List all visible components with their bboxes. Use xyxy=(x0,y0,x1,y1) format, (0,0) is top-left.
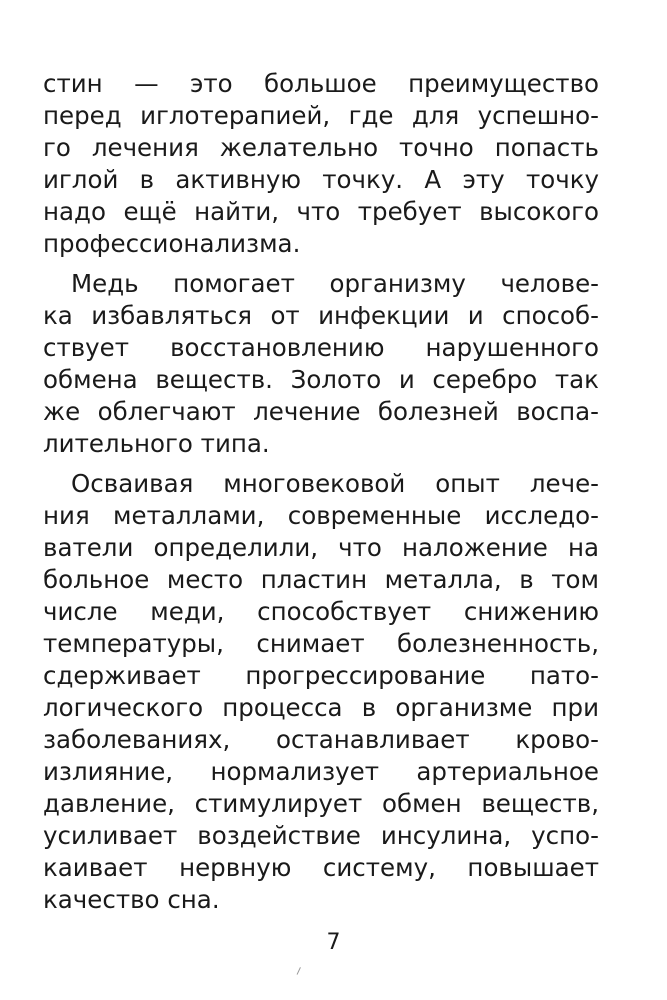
text-line: го лечения желательно точно попасть xyxy=(43,133,599,162)
text-line: усиливает воздействие инсулина, успо- xyxy=(43,821,599,850)
text-line: Осваивая многовековой опыт лече- xyxy=(71,469,599,498)
text-line: перед иглотерапией, где для успешно- xyxy=(43,101,599,130)
text-line: ствует восстановлению нарушенного xyxy=(43,333,599,362)
text-line: больное место пластин металла, в том xyxy=(43,565,599,594)
paragraph xyxy=(43,468,599,916)
text-line: температуры, снимает болезненность, xyxy=(43,629,599,658)
text-line: ка избавляться от инфекции и способ- xyxy=(43,301,599,330)
text-line: стин — это большое преимущество xyxy=(43,69,599,98)
text-line: Медь помогает организму челове- xyxy=(71,269,599,298)
text-line: каивает нервную систему, повышает xyxy=(43,853,599,882)
text-line: ния металлами, современные исследо- xyxy=(43,501,599,530)
text-line: надо ещё найти, что требует высокого xyxy=(43,197,599,226)
paragraph xyxy=(43,268,599,460)
text-line: излияние, нормализует артериальное xyxy=(43,757,599,786)
text-line: ватели определили, что наложение на xyxy=(43,533,599,562)
text-line: качество сна. xyxy=(43,885,220,914)
text-line: числе меди, способствует снижению xyxy=(43,597,599,626)
text-line: давление, стимулирует обмен веществ, xyxy=(43,789,599,818)
text-line: логического процесса в организме при xyxy=(43,693,599,722)
text-line: сдерживает прогрессирование пато- xyxy=(43,661,599,690)
text-line: иглой в активную точку. А эту точку xyxy=(43,165,599,194)
page-number: 7 xyxy=(326,930,341,955)
paragraph xyxy=(43,68,599,260)
text-line: лительного типа. xyxy=(43,429,270,458)
scan-speck xyxy=(297,967,306,977)
text-line: заболеваниях, останавливает крово- xyxy=(43,725,599,754)
text-line: обмена веществ. Золото и серебро так xyxy=(43,365,599,394)
text-line: же облегчают лечение болезней воспа- xyxy=(43,397,599,426)
body-text xyxy=(43,68,599,916)
text-line: профессионализма. xyxy=(43,229,301,258)
